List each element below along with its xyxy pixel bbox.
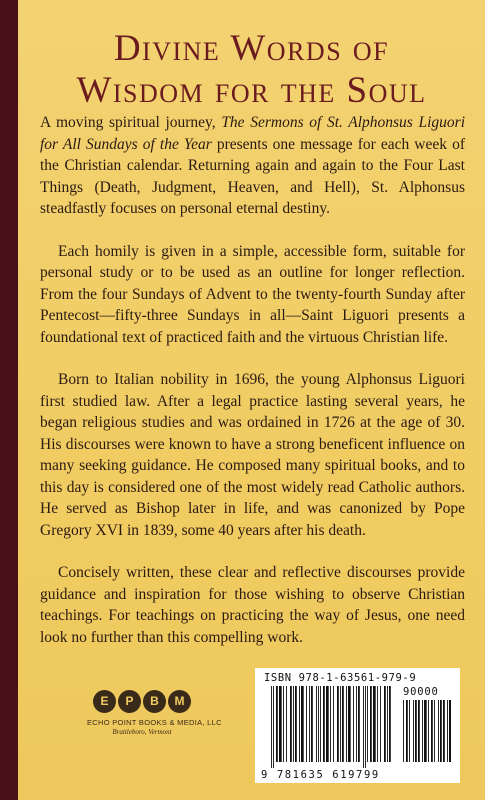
barcode-stripe <box>373 686 376 762</box>
barcode-stripe <box>431 700 433 762</box>
barcode-stripe <box>333 686 334 762</box>
logo-letter-p: P <box>118 690 141 713</box>
publisher-logo <box>87 690 222 780</box>
barcode-stripe <box>370 686 372 762</box>
barcode-stripe <box>301 686 304 762</box>
barcode-stripe <box>447 700 448 762</box>
barcode-stripe <box>346 686 347 762</box>
logo-letter-circles <box>87 690 197 713</box>
title-line-2: Wisdom for the Soul <box>76 70 427 111</box>
cover-title <box>18 28 485 112</box>
barcode-stripe <box>428 700 429 762</box>
barcode-bars <box>271 686 393 768</box>
barcode-stripe <box>286 686 287 762</box>
title-line-1: Divine Words of <box>113 28 390 69</box>
blurb-paragraph-2: Each homily is given in a simple, accessible form, suitable for personal study or to be used as an outline for longer reflection. From the four Sundays of Advent to the twenty-fourth Sunday after Pentecost—fifty-three Sundays in all—Saint Liguori presents a foundational text of practiced faith and the virtuous Christian life. <box>40 242 465 346</box>
barcode-stripe <box>330 686 331 762</box>
barcode-stripe <box>316 686 317 762</box>
logo-letter-b: B <box>143 690 166 713</box>
blurb-paragraph-1 <box>40 112 465 220</box>
price-barcode-bars <box>403 700 451 768</box>
publisher-location: Brattleboro, Vermont <box>112 728 172 736</box>
barcode-stripe <box>438 700 439 762</box>
barcode-stripe <box>323 686 325 762</box>
barcode-stripe <box>413 700 414 762</box>
barcode-stripe <box>443 700 445 762</box>
barcode-stripe <box>384 686 386 762</box>
barcode-stripe <box>380 686 381 762</box>
barcode-stripe <box>403 700 404 762</box>
isbn-number: ISBN 978-1-63561-979-9 <box>264 672 417 684</box>
barcode-stripe <box>320 686 321 762</box>
logo-letter-m: M <box>168 690 191 713</box>
barcode-stripe <box>290 686 292 762</box>
barcode-stripe <box>273 686 274 768</box>
barcode-stripe <box>353 686 354 762</box>
barcode-stripe <box>389 686 391 762</box>
barcode-stripe <box>309 686 310 762</box>
barcode-stripe <box>337 686 339 762</box>
barcode-stripe <box>367 686 368 762</box>
barcode-stripe <box>434 700 435 762</box>
barcode-stripe <box>276 686 278 762</box>
barcode-stripe <box>440 700 442 762</box>
blurb-text <box>40 112 465 669</box>
barcode-stripe <box>358 686 360 762</box>
book-title-italic: The Sermons of St. Alphonsus Liguori for All Sundays of the Year <box>40 114 465 153</box>
barcode-stripe <box>293 686 294 762</box>
barcode-stripe <box>424 700 427 762</box>
barcode-stripe <box>363 686 364 768</box>
barcode-stripe <box>415 700 417 762</box>
barcode-stripe <box>387 686 388 762</box>
barcode-stripe <box>295 686 297 762</box>
barcode-stripe <box>311 686 313 762</box>
publisher-name: ECHO POINT BOOKS & MEDIA, LLC <box>87 718 222 727</box>
barcode-stripe <box>271 686 272 768</box>
barcode-stripe <box>299 686 300 762</box>
p1-text-end: presents one message for each week of the Christian calendar. Returning again and again to the Four Last Things (Death, Judgment, Heaven, and Hell), St. Alphonsus steadfastly focuses on personal eternal destiny. <box>40 135 465 217</box>
barcode-stripe <box>279 686 282 762</box>
isbn-barcode <box>255 668 460 783</box>
barcode-stripe <box>348 686 351 762</box>
blurb-paragraph-4: Concisely written, these clear and reflective discourses provide guidance and inspiration for those wishing to observe Christian teachings. For teachings on practicing the way of Jesus, one need look no further than this compelling work. <box>40 564 465 646</box>
spine-edge <box>0 0 18 800</box>
barcode-stripe <box>283 686 284 762</box>
barcode-stripe <box>365 686 366 768</box>
barcode-stripe <box>356 686 357 762</box>
barcode-stripe <box>342 686 344 762</box>
barcode-stripe <box>449 700 451 762</box>
barcode-digits: 9 781635 619799 <box>261 769 380 781</box>
barcode-stripe <box>318 686 319 762</box>
barcode-stripe <box>422 700 423 762</box>
barcode-stripe <box>326 686 329 762</box>
logo-letter-e: E <box>93 690 116 713</box>
barcode-stripe <box>340 686 341 762</box>
barcode-stripe <box>406 700 408 762</box>
barcode-stripe <box>377 686 378 762</box>
price-code: 90000 <box>403 686 439 698</box>
blurb-paragraph-3: Born to Italian nobility in 1696, the young Alphonsus Liguori first studied law. After a legal practice lasting several years, he began religious studies and was ordained in 1726 at the age of 30. His discourses were known to have a strong beneficent influence on many seeking guidance. He composed many spiritual books, and to this day is considered one of the most widely read Catholic authors. He served as Bishop later in life, and was canonized by Pope Gregory XVI in 1839, some 40 years after his death. <box>40 371 465 539</box>
p1-text-start: A moving spiritual journey, <box>40 114 222 131</box>
barcode-stripe <box>306 686 307 762</box>
barcode-stripe <box>409 700 410 762</box>
barcode-stripe <box>418 700 420 762</box>
